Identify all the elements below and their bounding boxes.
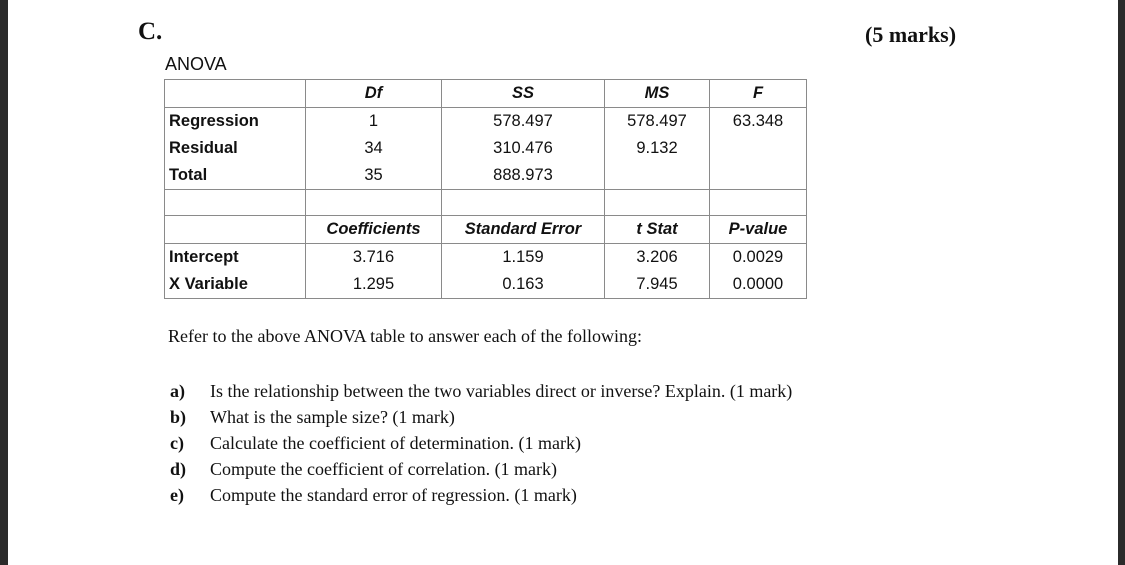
coef-intercept: 3.716	[352, 248, 395, 266]
f-value: 63.348	[732, 112, 784, 130]
question-text-e: Compute the standard error of regression. (1 mark)	[210, 485, 577, 505]
df-total: 35	[364, 166, 383, 184]
row-label-intercept: Intercept	[169, 248, 239, 266]
header-ss: SS	[511, 84, 534, 102]
coef-body-row	[165, 244, 807, 299]
anova-header-row	[165, 80, 807, 108]
document-page	[8, 0, 1118, 565]
header-coefficients: Coefficients	[326, 220, 421, 238]
header-p-value: P-value	[728, 220, 788, 238]
header-ms: MS	[644, 84, 670, 102]
question-label-e: e)	[170, 485, 184, 505]
header-df: Df	[364, 84, 383, 102]
ss-residual: 310.476	[493, 139, 553, 157]
list-item	[170, 430, 792, 456]
row-label-total: Total	[169, 166, 208, 184]
tstat-x-variable: 7.945	[636, 275, 678, 293]
question-text-d: Compute the coefficient of correlation. (1 mark)	[210, 459, 558, 479]
question-text-c: Calculate the coefficient of determination. (1 mark)	[210, 433, 582, 453]
marks-label: (5 marks)	[865, 22, 957, 47]
list-item	[170, 404, 792, 430]
header-t-stat: t Stat	[636, 220, 678, 238]
question-list	[170, 378, 792, 508]
coef-x-variable: 1.295	[352, 275, 395, 293]
question-label-b: b)	[170, 407, 187, 427]
anova-table	[164, 79, 807, 299]
list-item	[170, 456, 792, 482]
se-x-variable: 0.163	[502, 275, 544, 293]
ss-total: 888.973	[493, 166, 553, 184]
df-residual: 34	[364, 139, 383, 157]
question-text-a: Is the relationship between the two variables direct or inverse? Explain. (1 mark)	[210, 381, 793, 401]
anova-title: ANOVA	[165, 54, 227, 74]
table-spacer-row	[165, 190, 807, 216]
tstat-intercept: 3.206	[636, 248, 678, 266]
ms-regression: 578.497	[627, 112, 687, 130]
pvalue-intercept: 0.0029	[732, 248, 784, 266]
question-label: C.	[138, 18, 163, 45]
ss-regression: 578.497	[493, 112, 553, 130]
anova-body-row	[165, 108, 807, 190]
coef-header-row	[165, 216, 807, 244]
se-intercept: 1.159	[502, 248, 544, 266]
df-regression: 1	[368, 112, 379, 130]
question-label-a: a)	[170, 381, 185, 401]
row-label-residual: Residual	[169, 139, 238, 157]
question-label-d: d)	[170, 459, 187, 479]
list-item	[170, 482, 792, 508]
question-text-b: What is the sample size? (1 mark)	[210, 407, 455, 427]
instruction-text: Refer to the above ANOVA table to answer each of the following:	[168, 326, 643, 346]
row-label-x-variable: X Variable	[169, 275, 248, 293]
list-item	[170, 378, 792, 404]
header-f: F	[752, 84, 764, 102]
question-label-c: c)	[170, 433, 184, 453]
row-label-regression: Regression	[169, 112, 259, 130]
header-standard-error: Standard Error	[464, 220, 582, 238]
ms-residual: 9.132	[636, 139, 678, 157]
pvalue-x-variable: 0.0000	[732, 275, 784, 293]
